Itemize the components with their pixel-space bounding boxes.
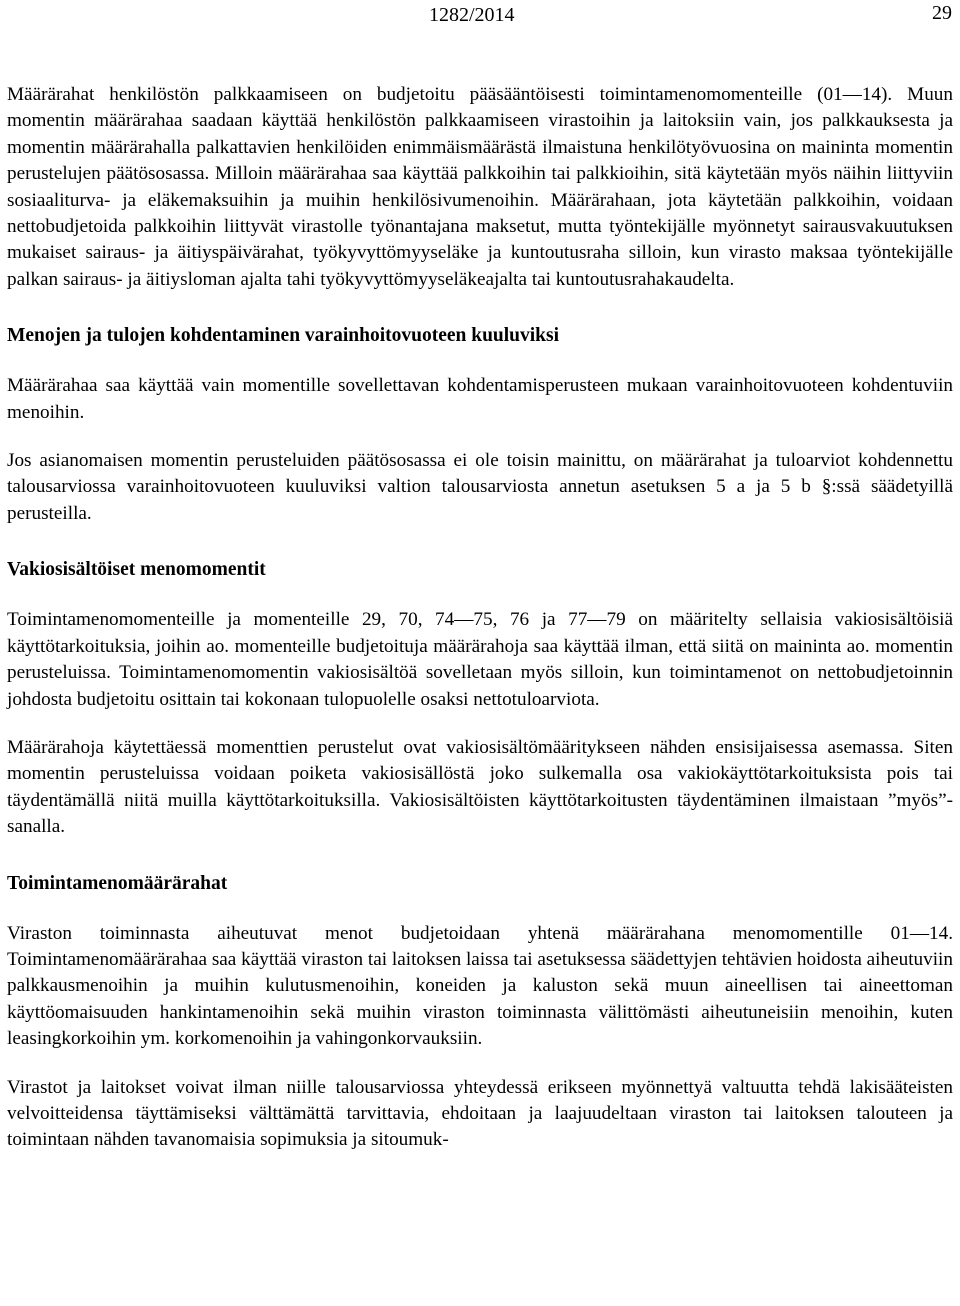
paragraph-agency-commitments: Virastot ja laitokset voivat ilman niille talousarviossa yhteydessä erikseen myönnettyä valtuutta tehdä lakisääteisten velvoitteidensa täyttämiseksi välttämättä tarvittavia, ehdoitaan ja laajuudeltaan viraston tai laitoksen talouteen ja toimintaan nähden tavanomaisia sopimuksia ja sitoumuk- xyxy=(7,1076,953,1151)
section-heading-operating-appropriations: Toimintamenomäärärahat xyxy=(7,872,228,894)
paragraph-precedence: Määrärahoja käytettäessä momenttien perustelut ovat vakiosisältömääritykseen nähden ensisijaisessa asemassa. Siten momentin perusteluissa voidaan poiketa vakiosisällöstä joko sulkemalla osa vakiokäyttötarkoituksista pois tai täydentämällä niitä muilla käyttötarkoituksilla. Vakiosisältöisten käyttötarkoitusten täydentäminen ilmaistaan ”myös”-sanalla. xyxy=(7,736,953,838)
paragraph-staff-appropriations: Määrärahat henkilöstön palkkaamiseen on budjetoitu pääsääntöisesti toimintamenomomenteille (01—14). Muun momentin määrärahaa saadaan käyttää henkilöstön palkkaamiseen virastoihin ja laitoksiin vain, jos palkkauksesta ja momentin määrärahalla palkattavien henkilöiden enimmäismäärästä ilmaistuna henkilötyövuosina on maininta momentin perustelujen päätösosassa. Milloin määrärahaa saa käyttää palkkoihin tai palkkioihin, sitä käytetään myös näihin liittyviin sosiaaliturva- ja eläkemaksuihin ja muihin henkilösivumenoihin. Määrärahaan, jota käytetään palkkoihin, voidaan nettobudjetoida palkkoihin liittyvät virastolle työnantajana maksetut, mutta työntekijälle myönnetyt sairausvakuutuksen mukaiset sairaus- ja äitiyspäivärahat, työkyvyttömyyseläke ja kuntoutusraha silloin, kun virasto maksaa työntekijälle palkan sairaus- ja äitiysloman ajalta tahi työkyvyttömyyseläkeajalta tai kuntoutusrahakaudelta. xyxy=(7,84,953,290)
section-heading-standard-items: Vakiosisältöiset menomomentit xyxy=(7,559,266,581)
section-heading-allocation: Menojen ja tulojen kohdentaminen varainhoitovuoteen kuuluviksi xyxy=(7,325,560,347)
paragraph-standard-purposes: Toimintamenomomenteille ja momenteille 29, 70, 74—75, 76 ja 77—79 on määritelty sellaisia vakiosisältöisiä käyttötarkoituksia, joihin ao. momenteille budjetoituja määrärahoja saa käyttää ilman, että siitä on maininta ao. momentin perusteluissa. Toimintamenomomentin vakiosisältöä sovelletaan myös silloin, kun toimintamenot on nettobudjetoinnin johdosta budjetoitu osittain tai kokonaan tulopuolelle osaksi nettotuloarviota. xyxy=(7,609,953,710)
paragraph-allocation-basis: Jos asianomaisen momentin perusteluiden päätösosassa ei ole toisin mainittu, on määrärahat ja tuloarviot kohdennettu talousarviossa varainhoitovuoteen kuuluviksi valtion talousarviosta annetun asetuksen 5 a ja 5 b §:ssä säädetyillä perusteilla. xyxy=(7,450,953,524)
document-body xyxy=(7,82,953,1154)
document-number: 1282/2014 xyxy=(429,4,515,26)
paragraph-allocation-rule: Määrärahaa saa käyttää vain momentille sovellettavan kohdentamisperusteen mukaan varainhoitovuoteen kohdentuviin menoihin. xyxy=(7,375,953,423)
running-header xyxy=(0,2,960,32)
page-number: 29 xyxy=(932,2,952,24)
paragraph-operating-expenses: Viraston toiminnasta aiheutuvat menot budjetoidaan yhtenä määrärahana menomomentille 01—14. Toimintamenomäärärahaa saa käyttää viraston tai laitoksen laissa tai asetuksessa säädettyjen tehtävien hoidosta aiheutuviin palkkausmenoihin ja muihin kulutusmenoihin, koneiden ja kaluston sekä muun aineellisen tai aineettoman käyttöomaisuuden hankintamenoihin sekä muihin viraston toiminnasta välittömästi aiheutuneisiin menoihin, kuten leasingkorkoihin ym. korkomenoihin ja vahingonkorvauksiin. xyxy=(7,922,953,1050)
